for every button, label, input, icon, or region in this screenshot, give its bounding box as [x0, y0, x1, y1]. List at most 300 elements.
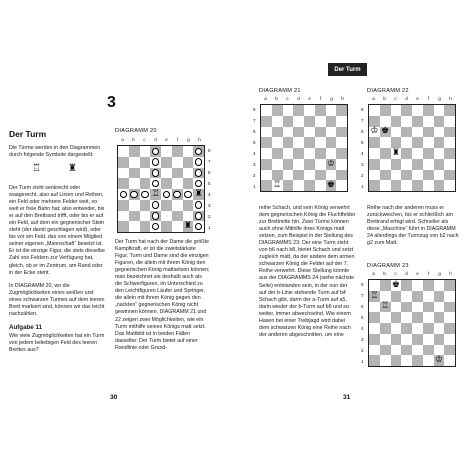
- square-e4: [412, 148, 423, 159]
- square-e8: [412, 280, 423, 291]
- square-e1: [161, 221, 172, 232]
- square-f5: [172, 178, 183, 189]
- task-text: Wie viele Zugmöglichkeiten hat ein Turm von jedem beliebigen Feld des leeren Brettes aus?: [9, 332, 105, 353]
- square-c7: [391, 291, 402, 302]
- square-c3: [391, 334, 402, 345]
- black-rook-icon: ♜: [194, 188, 203, 199]
- file-label: d: [405, 271, 408, 276]
- square-g5: [326, 137, 337, 148]
- move-marker-circle-icon: [195, 180, 203, 188]
- page-number-left: 30: [110, 394, 118, 401]
- move-marker-circle-icon: [152, 201, 160, 209]
- square-d5: [293, 137, 304, 148]
- black-king-icon: ♚: [391, 279, 400, 290]
- square-g5: [434, 137, 445, 148]
- rank-label: 4: [208, 192, 211, 197]
- square-d1: [401, 355, 412, 366]
- square-a8: [369, 280, 380, 291]
- move-marker-circle-icon: [141, 191, 149, 199]
- diagram-21-title: DIAGRAMM 21: [259, 88, 301, 94]
- square-d5: [401, 312, 412, 323]
- square-a7: [118, 157, 129, 168]
- file-label: e: [308, 96, 311, 101]
- square-d7: [293, 116, 304, 127]
- square-e5: [412, 312, 423, 323]
- right-column-2-text: Reihe nach der anderen muss er zurückweichen, bis er schließlich am Brettrand erfegt wird. Schneller als diese „Maschine“ führt in DIAGRAMM 24 allerdings der Turmzug von b2 nach g2 zum Matt.: [367, 205, 459, 247]
- square-h8: [444, 280, 455, 291]
- diagram-23-board: [368, 279, 456, 367]
- square-d4: [401, 148, 412, 159]
- square-b3: [272, 159, 283, 170]
- square-d2: [401, 170, 412, 181]
- square-g1: [434, 355, 445, 366]
- square-f4: [423, 148, 434, 159]
- file-label: g: [187, 137, 190, 142]
- square-a3: [369, 159, 380, 170]
- square-b7: [272, 116, 283, 127]
- square-f1: [172, 221, 183, 232]
- square-a7: [369, 291, 380, 302]
- square-e2: [412, 345, 423, 356]
- square-d7: [401, 291, 412, 302]
- square-f6: [423, 302, 434, 313]
- square-f7: [172, 157, 183, 168]
- square-g6: [326, 127, 337, 138]
- square-c1: [391, 355, 402, 366]
- rank-label: 2: [253, 173, 256, 178]
- square-e2: [161, 211, 172, 222]
- square-a5: [369, 137, 380, 148]
- rank-label: 4: [253, 151, 256, 156]
- chapter-number: 3: [107, 94, 116, 111]
- square-a1: [369, 180, 380, 191]
- square-b4: [380, 323, 391, 334]
- square-d2: [293, 170, 304, 181]
- square-b1: [272, 180, 283, 191]
- task-title: Aufgabe 11: [9, 323, 43, 331]
- square-a1: [369, 355, 380, 366]
- square-f2: [423, 170, 434, 181]
- square-h8: [444, 105, 455, 116]
- square-h6: [336, 127, 347, 138]
- square-h5: [336, 137, 347, 148]
- move-marker-circle-icon: [195, 201, 203, 209]
- square-e4: [412, 323, 423, 334]
- white-rook-icon: ♖: [151, 188, 160, 199]
- paragraph-2: In DIAGRAMM 20, wo die Zugmöglichkeiten eines weißen und eines schwarzen Turmes auf dem leeren Brett markiert sind, können wir das leicht nachzählen.: [9, 282, 105, 317]
- square-b2: [272, 170, 283, 181]
- rank-label: 5: [361, 315, 364, 320]
- square-a2: [118, 211, 129, 222]
- rank-label: 8: [361, 282, 364, 287]
- square-c1: [391, 180, 402, 191]
- square-c4: [391, 323, 402, 334]
- square-e8: [412, 105, 423, 116]
- square-h4: [444, 148, 455, 159]
- square-e8: [304, 105, 315, 116]
- move-marker-circle-icon: [195, 223, 203, 231]
- square-h6: [193, 168, 204, 179]
- square-e3: [161, 200, 172, 211]
- square-h4: [193, 189, 204, 200]
- diagram-22-board: [368, 104, 456, 192]
- square-b1: [380, 355, 391, 366]
- square-b2: [380, 170, 391, 181]
- square-g5: [434, 312, 445, 323]
- square-e8: [161, 146, 172, 157]
- square-f1: [423, 180, 434, 191]
- square-f8: [315, 105, 326, 116]
- square-c2: [283, 170, 294, 181]
- rank-label: 1: [208, 225, 211, 230]
- square-c5: [391, 137, 402, 148]
- move-marker-circle-icon: [152, 169, 160, 177]
- square-a8: [261, 105, 272, 116]
- square-b8: [129, 146, 140, 157]
- square-d8: [150, 146, 161, 157]
- rank-label: 6: [361, 304, 364, 309]
- diagram-20-file-labels: [117, 137, 205, 142]
- square-d4: [401, 323, 412, 334]
- square-e3: [412, 159, 423, 170]
- square-e7: [412, 116, 423, 127]
- move-marker-circle-icon: [152, 180, 160, 188]
- rank-label: 6: [208, 170, 211, 175]
- square-c1: [283, 180, 294, 191]
- square-c5: [391, 312, 402, 323]
- square-a5: [369, 312, 380, 323]
- square-e1: [304, 180, 315, 191]
- page-number-right: 31: [343, 394, 351, 401]
- square-c6: [283, 127, 294, 138]
- square-c7: [391, 116, 402, 127]
- square-g7: [434, 116, 445, 127]
- running-head: Der Turm: [328, 63, 367, 76]
- square-a6: [369, 127, 380, 138]
- move-marker-circle-icon: [152, 148, 160, 156]
- rank-label: 6: [361, 129, 364, 134]
- square-g4: [434, 323, 445, 334]
- square-g2: [326, 170, 337, 181]
- square-b4: [129, 189, 140, 200]
- square-a2: [369, 170, 380, 181]
- square-c7: [283, 116, 294, 127]
- square-f2: [423, 345, 434, 356]
- paragraph-rook-moves: [9, 185, 105, 360]
- move-marker-circle-icon: [195, 148, 203, 156]
- diagram-22-title: DIAGRAMM 22: [367, 88, 409, 94]
- white-rook-icon: ♖: [381, 301, 390, 312]
- rank-label: 3: [361, 162, 364, 167]
- file-label: h: [341, 96, 344, 101]
- square-d3: [150, 200, 161, 211]
- rank-label: 8: [361, 107, 364, 112]
- square-h1: [193, 221, 204, 232]
- white-rook-icon: ♖: [370, 290, 379, 301]
- rank-label: 6: [253, 129, 256, 134]
- square-f8: [172, 146, 183, 157]
- square-d5: [150, 178, 161, 189]
- move-marker-circle-icon: [152, 223, 160, 231]
- white-king-icon: ♔: [434, 355, 443, 366]
- square-g8: [434, 105, 445, 116]
- square-e3: [412, 334, 423, 345]
- square-b6: [129, 168, 140, 179]
- square-c3: [140, 200, 151, 211]
- rank-label: 1: [253, 184, 256, 189]
- square-g7: [434, 291, 445, 302]
- square-d4: [150, 189, 161, 200]
- square-d3: [401, 159, 412, 170]
- square-d3: [401, 334, 412, 345]
- square-g6: [183, 168, 194, 179]
- square-f4: [423, 323, 434, 334]
- square-g8: [326, 105, 337, 116]
- square-d1: [150, 221, 161, 232]
- square-h3: [444, 159, 455, 170]
- square-f5: [315, 137, 326, 148]
- square-h6: [444, 127, 455, 138]
- rank-label: 7: [208, 159, 211, 164]
- move-marker-circle-icon: [173, 191, 181, 199]
- square-b8: [380, 280, 391, 291]
- square-e2: [304, 170, 315, 181]
- square-f1: [315, 180, 326, 191]
- square-h7: [444, 291, 455, 302]
- square-d6: [401, 127, 412, 138]
- square-e6: [412, 127, 423, 138]
- square-c2: [140, 211, 151, 222]
- square-a7: [369, 116, 380, 127]
- square-b5: [129, 178, 140, 189]
- intro-text: Die Türme werden in den Diagrammen durch folgende Symbole dargestellt:: [9, 145, 101, 159]
- rank-label: 8: [253, 107, 256, 112]
- white-king-icon: ♔: [370, 126, 379, 137]
- diagram-23-rank-labels: [361, 279, 364, 367]
- square-h2: [444, 345, 455, 356]
- square-f3: [423, 334, 434, 345]
- square-a7: [261, 116, 272, 127]
- square-b6: [380, 302, 391, 313]
- square-a3: [118, 200, 129, 211]
- square-c8: [283, 105, 294, 116]
- square-f5: [423, 312, 434, 323]
- file-label: f: [319, 96, 322, 101]
- square-h5: [193, 178, 204, 189]
- square-h3: [444, 334, 455, 345]
- square-b7: [129, 157, 140, 168]
- file-label: f: [427, 271, 430, 276]
- rank-label: 8: [208, 148, 211, 153]
- square-g8: [434, 280, 445, 291]
- black-rook-symbol-icon: ♜: [68, 163, 77, 174]
- square-e4: [161, 189, 172, 200]
- diagram-20-title: DIAGRAMM 20: [115, 128, 157, 134]
- square-c8: [140, 146, 151, 157]
- file-label: g: [438, 96, 441, 101]
- move-marker-circle-icon: [163, 191, 171, 199]
- square-h2: [444, 170, 455, 181]
- rank-label: 3: [253, 162, 256, 167]
- square-a6: [118, 168, 129, 179]
- square-a1: [118, 221, 129, 232]
- square-f7: [423, 291, 434, 302]
- square-f3: [172, 200, 183, 211]
- file-label: a: [372, 271, 375, 276]
- square-g3: [434, 334, 445, 345]
- square-f5: [423, 137, 434, 148]
- square-h3: [336, 159, 347, 170]
- square-a4: [261, 148, 272, 159]
- square-c2: [391, 170, 402, 181]
- paragraph-1: Der Turm zieht senkrecht oder waagerecht, also auf Linien und Reihen, ein Feld oder mehrere Felder weit, so weit er freie Bahn hat; also entweder, bis er auf den Brettrand trifft, oder bis er auf ein Feld, auf dem ein gegnerischer Stein steht (der damit geschlagen wird), oder bis vor ein Feld, das von einem Mitglied seiner eigenen „Mannschaft“ besetzt ist. Er ist die einzige Figur, die stets dieselbe Zahl von Feldern zur Verfügung hat, gleich, ob er im Zentrum, am Rand oder in der Ecke steht.: [9, 185, 105, 276]
- square-h7: [193, 157, 204, 168]
- square-a4: [118, 189, 129, 200]
- diagram-23-file-labels: [368, 271, 456, 276]
- square-a3: [369, 334, 380, 345]
- diagram-21-rank-labels: [253, 104, 256, 192]
- move-marker-circle-icon: [195, 169, 203, 177]
- diagram-22-file-labels: [368, 96, 456, 101]
- square-h7: [444, 116, 455, 127]
- left-page: [0, 0, 232, 465]
- square-c4: [140, 189, 151, 200]
- square-g1: [183, 221, 194, 232]
- square-a2: [369, 345, 380, 356]
- square-e6: [304, 127, 315, 138]
- rank-label: 2: [361, 348, 364, 353]
- rank-label: 5: [208, 181, 211, 186]
- rank-label: 3: [208, 203, 211, 208]
- square-g2: [183, 211, 194, 222]
- square-e2: [412, 170, 423, 181]
- square-a5: [118, 178, 129, 189]
- square-c4: [283, 148, 294, 159]
- square-g1: [434, 180, 445, 191]
- file-label: e: [416, 271, 419, 276]
- square-f4: [172, 189, 183, 200]
- square-f4: [315, 148, 326, 159]
- square-h1: [444, 355, 455, 366]
- caption-text: Der Turm hat nach der Dame die größte Kampfkraft, er ist die zweitstärkste Figur. Turm und Dame sind die einzigen Figuren, die allein mit ihrem König den gegnerischen König mattsetzen können; man bezeichnet sie deshalb auch als die Schwerfiguren, im Unterschied zu den Leichtfiguren Läufer und Springer, die allein mit ihrem König gegen den „nackten“ gegnerischen König nicht gewinnen können. DIAGRAMM 21 und 22 zeigen zwei Möglichkeiten, wie ein Turm mithilfe seines Königs matt setzt. Das Mattbild ist in beiden Fällen dasselbe: Der Turm bietet auf einer Randlinie oder Grund-: [115, 239, 210, 351]
- square-g6: [434, 127, 445, 138]
- file-label: a: [264, 96, 267, 101]
- square-c8: [391, 280, 402, 291]
- square-e6: [161, 168, 172, 179]
- square-d2: [401, 345, 412, 356]
- square-h1: [336, 180, 347, 191]
- file-label: c: [394, 271, 397, 276]
- file-label: h: [198, 137, 201, 142]
- square-d8: [293, 105, 304, 116]
- square-c6: [391, 127, 402, 138]
- square-e5: [412, 137, 423, 148]
- white-rook-icon: ♖: [273, 180, 282, 191]
- square-f8: [423, 280, 434, 291]
- file-label: e: [416, 96, 419, 101]
- file-label: d: [154, 137, 157, 142]
- white-king-icon: ♔: [326, 158, 335, 169]
- file-label: h: [449, 96, 452, 101]
- square-g7: [326, 116, 337, 127]
- square-b5: [272, 137, 283, 148]
- rank-label: 7: [361, 293, 364, 298]
- square-d3: [293, 159, 304, 170]
- diagram-22-rank-labels: [361, 104, 364, 192]
- square-e5: [304, 137, 315, 148]
- square-g3: [183, 200, 194, 211]
- rank-label: 1: [361, 359, 364, 364]
- right-page: [233, 0, 465, 465]
- file-label: a: [372, 96, 375, 101]
- diagram-20-rank-labels: [208, 145, 211, 233]
- square-h6: [444, 302, 455, 313]
- square-b3: [129, 200, 140, 211]
- square-g2: [434, 345, 445, 356]
- square-b6: [272, 127, 283, 138]
- rank-label: 3: [361, 337, 364, 342]
- square-b5: [380, 137, 391, 148]
- diagram-20-board: [117, 145, 205, 233]
- rank-label: 7: [253, 118, 256, 123]
- square-h4: [336, 148, 347, 159]
- square-d6: [401, 302, 412, 313]
- square-a3: [261, 159, 272, 170]
- file-label: h: [449, 271, 452, 276]
- square-b4: [380, 148, 391, 159]
- rank-label: 7: [361, 118, 364, 123]
- square-e7: [161, 157, 172, 168]
- rank-label: 2: [361, 173, 364, 178]
- square-e1: [412, 355, 423, 366]
- square-a4: [369, 323, 380, 334]
- square-g1: [326, 180, 337, 191]
- file-label: d: [297, 96, 300, 101]
- square-c8: [391, 105, 402, 116]
- square-d1: [293, 180, 304, 191]
- square-f6: [423, 127, 434, 138]
- square-g2: [434, 170, 445, 181]
- square-f6: [172, 168, 183, 179]
- square-a4: [369, 148, 380, 159]
- black-king-icon: ♚: [381, 126, 390, 137]
- square-g4: [326, 148, 337, 159]
- square-g3: [434, 159, 445, 170]
- square-a8: [369, 105, 380, 116]
- square-g8: [183, 146, 194, 157]
- move-marker-circle-icon: [195, 158, 203, 166]
- square-d5: [401, 137, 412, 148]
- square-e7: [412, 291, 423, 302]
- square-a6: [369, 302, 380, 313]
- file-label: d: [405, 96, 408, 101]
- square-g5: [183, 178, 194, 189]
- diagram-21-board: [260, 104, 348, 192]
- square-c3: [391, 159, 402, 170]
- file-label: f: [176, 137, 179, 142]
- square-h3: [193, 200, 204, 211]
- square-c7: [140, 157, 151, 168]
- file-label: b: [132, 137, 135, 142]
- rank-label: 5: [361, 140, 364, 145]
- black-rook-icon: ♜: [391, 147, 400, 158]
- file-label: g: [330, 96, 333, 101]
- square-c1: [140, 221, 151, 232]
- square-d6: [150, 168, 161, 179]
- square-e1: [412, 180, 423, 191]
- square-f2: [172, 211, 183, 222]
- square-d7: [401, 116, 412, 127]
